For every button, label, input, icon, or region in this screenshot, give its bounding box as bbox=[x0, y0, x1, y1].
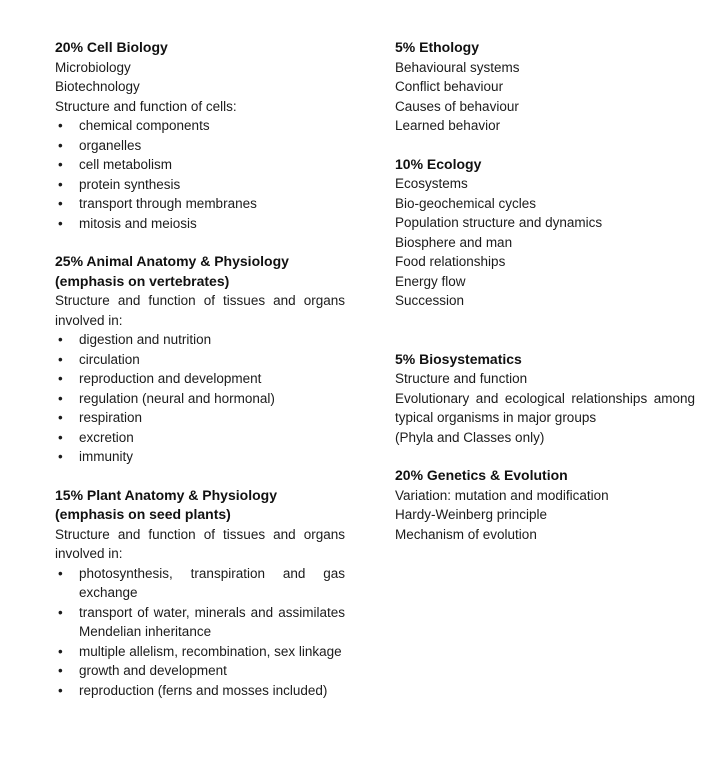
bullet-icon: • bbox=[58, 176, 63, 192]
topic-line: Behavioural systems bbox=[395, 59, 520, 75]
section-subtitle: (emphasis on seed plants) bbox=[55, 506, 231, 522]
spacer bbox=[55, 233, 345, 252]
list-item bbox=[55, 447, 345, 467]
topic-line: Bio-geochemical cycles bbox=[395, 195, 537, 211]
bullet-list bbox=[55, 116, 345, 233]
topic-line: Mechanism of evolution bbox=[395, 526, 537, 542]
topic-line: Population structure and dynamics bbox=[395, 215, 603, 230]
list-item bbox=[55, 642, 345, 662]
list-item bbox=[55, 564, 345, 603]
section-cell-biology bbox=[55, 38, 345, 233]
bullet-icon: • bbox=[58, 332, 63, 347]
bullet-icon: • bbox=[58, 157, 63, 172]
section-title: 5% Biosystematics bbox=[395, 350, 522, 367]
topic-paragraph: Evolutionary and ecological relationships among typical organisms in major groups bbox=[395, 390, 695, 425]
section-subtitle: (emphasis on vertebrates) bbox=[55, 272, 230, 289]
topic-line: Microbiology bbox=[55, 59, 131, 75]
section-title: 25% Animal Anatomy & Physiology bbox=[55, 253, 289, 269]
bullet-icon: • bbox=[58, 565, 63, 581]
list-item-text: respiration bbox=[79, 410, 143, 425]
list-item-text: protein synthesis bbox=[79, 176, 181, 192]
bullet-icon: • bbox=[58, 137, 63, 153]
section-ecology bbox=[395, 155, 695, 311]
list-item-text: digestion and nutrition bbox=[79, 332, 212, 347]
list-item-text: mitosis and meiosis bbox=[79, 215, 197, 231]
bullet-icon: • bbox=[58, 118, 63, 133]
topic-line: Biotechnology bbox=[55, 79, 140, 94]
list-item-text: transport of water, minerals and assimilates Mendelian inheritance bbox=[79, 604, 345, 639]
section-ethology bbox=[395, 38, 695, 136]
spacer bbox=[395, 311, 695, 350]
spacer bbox=[55, 467, 345, 486]
list-item-text: regulation (neural and hormonal) bbox=[79, 390, 275, 406]
section-intro: Structure and function of tissues and organs involved in: bbox=[55, 293, 345, 328]
topic-line: Variation: mutation and modification bbox=[395, 487, 609, 503]
list-item bbox=[55, 330, 345, 350]
list-item-text: chemical components bbox=[79, 118, 210, 133]
list-item bbox=[55, 681, 345, 701]
bullet-icon: • bbox=[58, 410, 63, 425]
list-item bbox=[55, 661, 345, 681]
list-item-text: reproduction and development bbox=[79, 371, 262, 386]
bullet-list bbox=[55, 330, 345, 467]
list-item bbox=[55, 428, 345, 448]
section-biosystematics bbox=[395, 350, 695, 448]
topic-line: Succession bbox=[395, 293, 465, 308]
list-item bbox=[55, 389, 345, 409]
section-title: 5% Ethology bbox=[395, 39, 480, 55]
bullet-list bbox=[55, 564, 345, 701]
spacer bbox=[395, 136, 695, 155]
topic-line: Energy flow bbox=[395, 273, 466, 289]
bullet-icon: • bbox=[58, 663, 63, 678]
section-title: 10% Ecology bbox=[395, 155, 482, 172]
list-item bbox=[55, 136, 345, 156]
bullet-icon: • bbox=[58, 215, 63, 231]
left-column bbox=[55, 38, 345, 700]
right-column bbox=[395, 38, 695, 544]
section-intro: Structure and function of tissues and organs involved in: bbox=[55, 526, 345, 561]
section-plant-anatomy bbox=[55, 486, 345, 701]
bullet-icon: • bbox=[58, 351, 63, 367]
list-item bbox=[55, 408, 345, 428]
topic-line: Causes of behaviour bbox=[395, 98, 519, 114]
list-item-text: excretion bbox=[79, 429, 134, 445]
topic-line: Ecosystems bbox=[395, 176, 468, 191]
list-item-text: immunity bbox=[79, 449, 134, 464]
list-item bbox=[55, 214, 345, 234]
list-item bbox=[55, 603, 345, 642]
list-item-text: growth and development bbox=[79, 663, 227, 678]
section-title: 20% Cell Biology bbox=[55, 39, 168, 55]
bullet-icon: • bbox=[58, 429, 63, 445]
topic-line: Hardy-Weinberg principle bbox=[395, 507, 548, 522]
list-item-text: organelles bbox=[79, 137, 142, 153]
bullet-icon: • bbox=[58, 449, 63, 464]
bullet-icon: • bbox=[58, 390, 63, 406]
list-item bbox=[55, 175, 345, 195]
topic-line: Biosphere and man bbox=[395, 234, 513, 250]
list-item-text: multiple allelism, recombination, sex linkage bbox=[79, 643, 342, 659]
list-item bbox=[55, 194, 345, 214]
list-item bbox=[55, 350, 345, 370]
bullet-icon: • bbox=[58, 682, 63, 698]
list-item-text: circulation bbox=[79, 351, 140, 367]
bullet-icon: • bbox=[58, 371, 63, 386]
bullet-icon: • bbox=[58, 604, 63, 620]
bullet-icon: • bbox=[58, 196, 63, 211]
list-item bbox=[55, 155, 345, 175]
topic-line: Learned behavior bbox=[395, 118, 501, 133]
bullet-icon: • bbox=[58, 643, 63, 659]
topic-line: Structure and function of cells: bbox=[55, 98, 237, 114]
list-item-text: cell metabolism bbox=[79, 157, 173, 172]
topic-line: (Phyla and Classes only) bbox=[395, 429, 545, 445]
section-animal-anatomy bbox=[55, 252, 345, 467]
spacer bbox=[395, 447, 695, 466]
list-item bbox=[55, 369, 345, 389]
list-item bbox=[55, 116, 345, 136]
section-title: 15% Plant Anatomy & Physiology bbox=[55, 486, 277, 503]
list-item-text: transport through membranes bbox=[79, 196, 257, 211]
list-item-text: reproduction (ferns and mosses included) bbox=[79, 682, 328, 698]
section-genetics-evolution bbox=[395, 466, 695, 544]
topic-line: Food relationships bbox=[395, 254, 506, 269]
section-title: 20% Genetics & Evolution bbox=[395, 467, 568, 483]
topic-line: Structure and function bbox=[395, 371, 528, 386]
list-item-text: photosynthesis, transpiration and gas exchange bbox=[79, 565, 345, 600]
topic-line: Conflict behaviour bbox=[395, 79, 504, 94]
